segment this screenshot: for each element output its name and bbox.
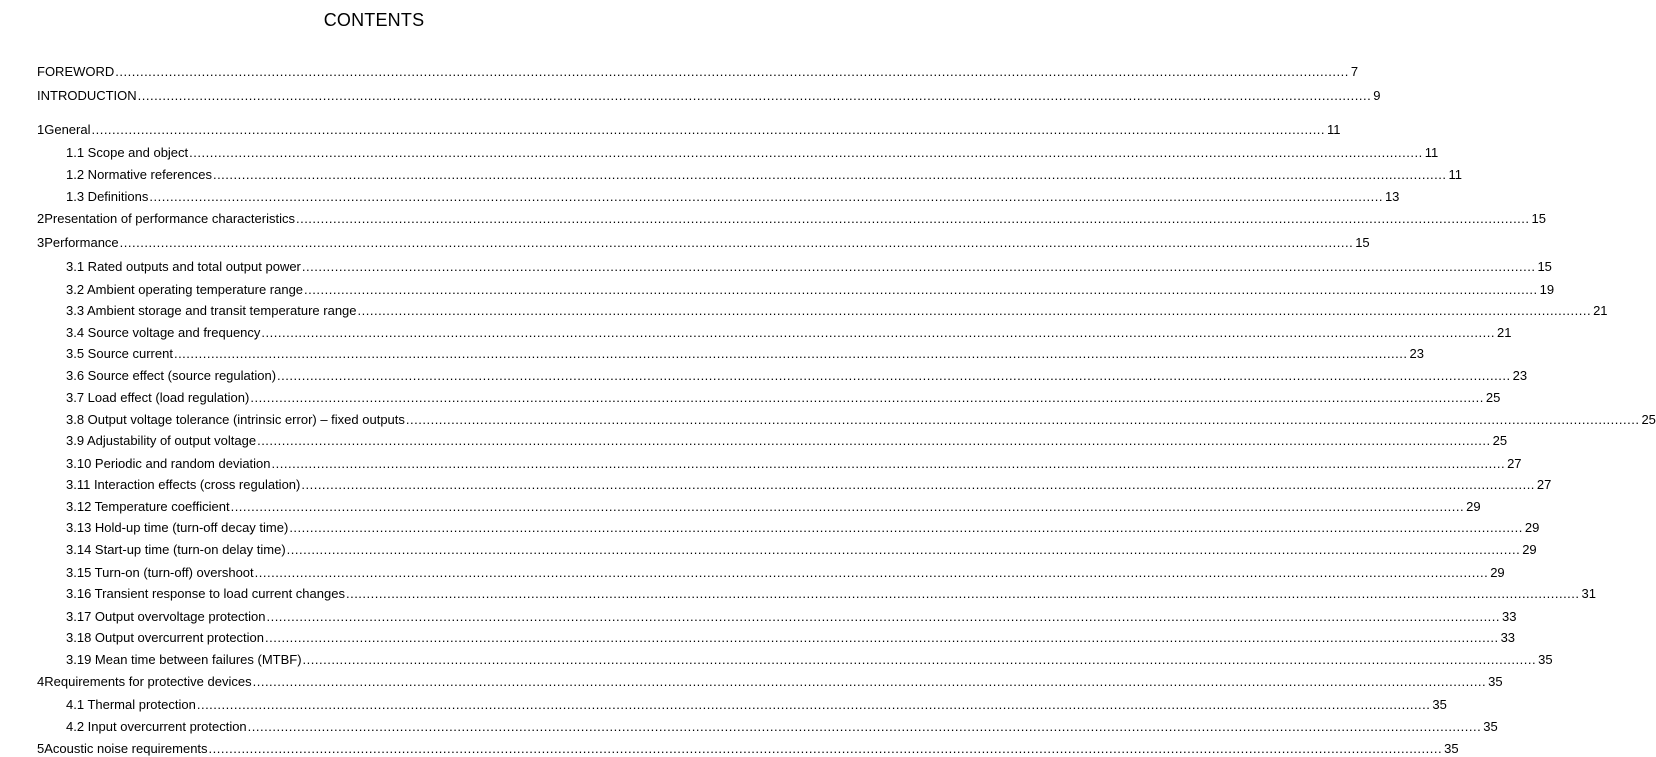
entry-title: 3.1 Rated outputs and total output power: [66, 259, 301, 274]
entry-title: 3.2 Ambient operating temperature range: [66, 282, 304, 297]
page-number: 35: [1444, 741, 1459, 756]
section-number: 1: [37, 122, 45, 137]
entry-title: 3.17 Output overvoltage protection: [66, 609, 266, 624]
entry-title: 1.3 Definitions: [66, 189, 149, 204]
toc-entry[interactable]: [66, 456, 1522, 472]
page-number: 15: [1531, 211, 1546, 226]
dot-leader: ............................................................................................................................................................................................................................................................................................................: [301, 477, 1535, 492]
section-number: 5: [37, 741, 45, 756]
page-number: 35: [1488, 674, 1503, 689]
page-number: 25: [1641, 412, 1656, 427]
entry-title: Acoustic noise requirements: [44, 741, 208, 756]
toc-entry[interactable]: [66, 586, 1596, 602]
entry-title: 3.19 Mean time between failures (MTBF): [66, 652, 302, 667]
page-number: 7: [1350, 64, 1359, 79]
toc-entry[interactable]: [66, 609, 1517, 625]
dot-leader: ............................................................................................................................................................................................................................................................................................................: [247, 719, 1482, 734]
entry-title: 3.4 Source voltage and frequency: [66, 325, 261, 340]
dot-leader: ............................................................................................................................................................................................................................................................................................................: [252, 674, 1487, 689]
toc-entry[interactable]: [66, 303, 1608, 319]
entry-title: 3.5 Source current: [66, 346, 173, 361]
page-number: 27: [1536, 477, 1552, 492]
page-number: 21: [1496, 325, 1512, 340]
toc-entry[interactable]: [37, 64, 1359, 80]
dot-leader: ............................................................................................................................................................................................................................................................................................................: [230, 499, 1465, 514]
toc-entry[interactable]: [66, 412, 1656, 428]
dot-leader: ............................................................................................................................................................................................................................................................................................................: [91, 122, 1326, 137]
entry-title: Presentation of performance characteristics: [44, 211, 295, 226]
entry-title: 3.12 Temperature coefficient: [66, 499, 230, 514]
section-number: 4: [37, 674, 45, 689]
entry-title: 3.9 Adjustability of output voltage: [66, 433, 257, 448]
entry-title: Requirements for protective devices: [44, 674, 252, 689]
dot-leader: ............................................................................................................................................................................................................................................................................................................: [189, 145, 1423, 160]
dot-leader: ............................................................................................................................................................................................................................................................................................................: [119, 235, 1354, 250]
toc-entry[interactable]: [66, 282, 1555, 298]
page-number: 11: [1424, 145, 1439, 160]
dot-leader: ............................................................................................................................................................................................................................................................................................................: [304, 282, 1538, 297]
entry-title: FOREWORD: [37, 64, 115, 79]
dot-leader: ............................................................................................................................................................................................................................................................................................................: [302, 652, 1537, 667]
page-number: 31: [1581, 586, 1596, 601]
page-number: 15: [1355, 235, 1370, 250]
dot-leader: ............................................................................................................................................................................................................................................................................................................: [301, 259, 1536, 274]
toc-entry[interactable]: [66, 565, 1505, 581]
dot-leader: ............................................................................................................................................................................................................................................................................................................: [265, 630, 1499, 645]
entry-title: 3.13 Hold-up time (turn-off decay time): [66, 520, 289, 535]
toc-entry[interactable]: [66, 189, 1400, 205]
dot-leader: ............................................................................................................................................................................................................................................................................................................: [149, 189, 1383, 204]
toc-entry[interactable]: [37, 122, 1341, 138]
page-number: 29: [1466, 499, 1481, 514]
page-number: 15: [1537, 259, 1552, 274]
entry-title: 4.2 Input overcurrent protection: [66, 719, 247, 734]
toc-entry[interactable]: [66, 368, 1528, 384]
entry-title: 1.1 Scope and object: [66, 145, 189, 160]
entry-title: 3.18 Output overcurrent protection: [66, 630, 265, 645]
toc-entry[interactable]: [37, 211, 1546, 227]
dot-leader: ............................................................................................................................................................................................................................................................................................................: [257, 433, 1491, 448]
page-number: 23: [1409, 346, 1424, 361]
page-number: 35: [1483, 719, 1498, 734]
page-number: 27: [1507, 456, 1522, 471]
toc-entry[interactable]: [66, 652, 1553, 668]
toc-entry[interactable]: [66, 542, 1537, 558]
dot-leader: ............................................................................................................................................................................................................................................................................................................: [254, 565, 1489, 580]
page-title: CONTENTS: [323, 10, 425, 30]
dot-leader: ............................................................................................................................................................................................................................................................................................................: [357, 303, 1592, 318]
page-number: 33: [1500, 630, 1516, 645]
entry-title: 3.6 Source effect (source regulation): [66, 368, 277, 383]
page-number: 25: [1485, 390, 1501, 405]
page-number: 9: [1373, 88, 1381, 103]
entry-title: 3.15 Turn-on (turn-off) overshoot: [66, 565, 254, 580]
page-number: 13: [1384, 189, 1400, 204]
page-number: 33: [1502, 609, 1517, 624]
dot-leader: ............................................................................................................................................................................................................................................................................................................: [271, 456, 1506, 471]
entry-title: 3.3 Ambient storage and transit temperature range: [66, 303, 357, 318]
dot-leader: ............................................................................................................................................................................................................................................................................................................: [250, 390, 1484, 405]
dot-leader: ............................................................................................................................................................................................................................................................................................................: [345, 586, 1580, 601]
toc-entry[interactable]: [66, 325, 1512, 341]
toc-entry[interactable]: [66, 433, 1508, 449]
toc-entry[interactable]: [66, 346, 1424, 362]
toc-entry[interactable]: [66, 259, 1552, 275]
entry-title: 3.14 Start-up time (turn-on delay time): [66, 542, 286, 557]
toc-entry[interactable]: [66, 145, 1439, 161]
dot-leader: ............................................................................................................................................................................................................................................................................................................: [208, 741, 1443, 756]
dot-leader: ............................................................................................................................................................................................................................................................................................................: [196, 697, 1431, 712]
page-number: 21: [1593, 303, 1608, 318]
dot-leader: ............................................................................................................................................................................................................................................................................................................: [405, 412, 1640, 427]
page-number: 29: [1522, 542, 1537, 557]
entry-title: General: [44, 122, 91, 137]
dot-leader: ............................................................................................................................................................................................................................................................................................................: [266, 609, 1501, 624]
toc-entry[interactable]: [66, 167, 1462, 183]
page-number: 23: [1512, 368, 1528, 383]
entry-title: 3.11 Interaction effects (cross regulation): [66, 477, 301, 492]
page-number: 19: [1539, 282, 1555, 297]
page-number: 29: [1490, 565, 1505, 580]
entry-title: 3.7 Load effect (load regulation): [66, 390, 250, 405]
entry-title: Performance: [44, 235, 119, 250]
toc-entry[interactable]: [66, 719, 1498, 735]
dot-leader: ............................................................................................................................................................................................................................................................................................................: [212, 167, 1447, 182]
toc-entry[interactable]: [66, 697, 1447, 713]
toc-entry[interactable]: [66, 390, 1501, 406]
entry-title: 1.2 Normative references: [66, 167, 212, 182]
toc-entry[interactable]: [66, 477, 1552, 493]
dot-leader: ............................................................................................................................................................................................................................................................................................................: [261, 325, 1495, 340]
page-number: 11: [1327, 122, 1341, 137]
dot-leader: ............................................................................................................................................................................................................................................................................................................: [115, 64, 1349, 79]
section-number: 2: [37, 211, 45, 226]
toc-entry[interactable]: [37, 741, 1459, 757]
dot-leader: ............................................................................................................................................................................................................................................................................................................: [295, 211, 1530, 226]
page-number: 35: [1538, 652, 1553, 667]
toc-entry[interactable]: [37, 674, 1503, 690]
toc-entry[interactable]: [37, 88, 1381, 104]
entry-title: 3.8 Output voltage tolerance (intrinsic error) – fixed outputs: [66, 412, 405, 427]
toc-entry[interactable]: [37, 235, 1370, 251]
toc-entry[interactable]: [66, 630, 1516, 646]
dot-leader: ............................................................................................................................................................................................................................................................................................................: [277, 368, 1511, 383]
dot-leader: ............................................................................................................................................................................................................................................................................................................: [137, 88, 1372, 103]
dot-leader: ............................................................................................................................................................................................................................................................................................................: [173, 346, 1408, 361]
entry-title: 3.16 Transient response to load current changes: [66, 586, 345, 601]
page-number: 35: [1432, 697, 1447, 712]
toc-entry[interactable]: [66, 499, 1481, 515]
dot-leader: ............................................................................................................................................................................................................................................................................................................: [289, 520, 1523, 535]
entry-title: 4.1 Thermal protection: [66, 697, 196, 712]
dot-leader: ............................................................................................................................................................................................................................................................................................................: [286, 542, 1521, 557]
page-number: 29: [1524, 520, 1540, 535]
page-number: 11: [1448, 167, 1462, 182]
entry-title: INTRODUCTION: [37, 88, 137, 103]
toc-entry[interactable]: [66, 520, 1540, 536]
page-number: 25: [1492, 433, 1508, 448]
section-number: 3: [37, 235, 45, 250]
entry-title: 3.10 Periodic and random deviation: [66, 456, 271, 471]
